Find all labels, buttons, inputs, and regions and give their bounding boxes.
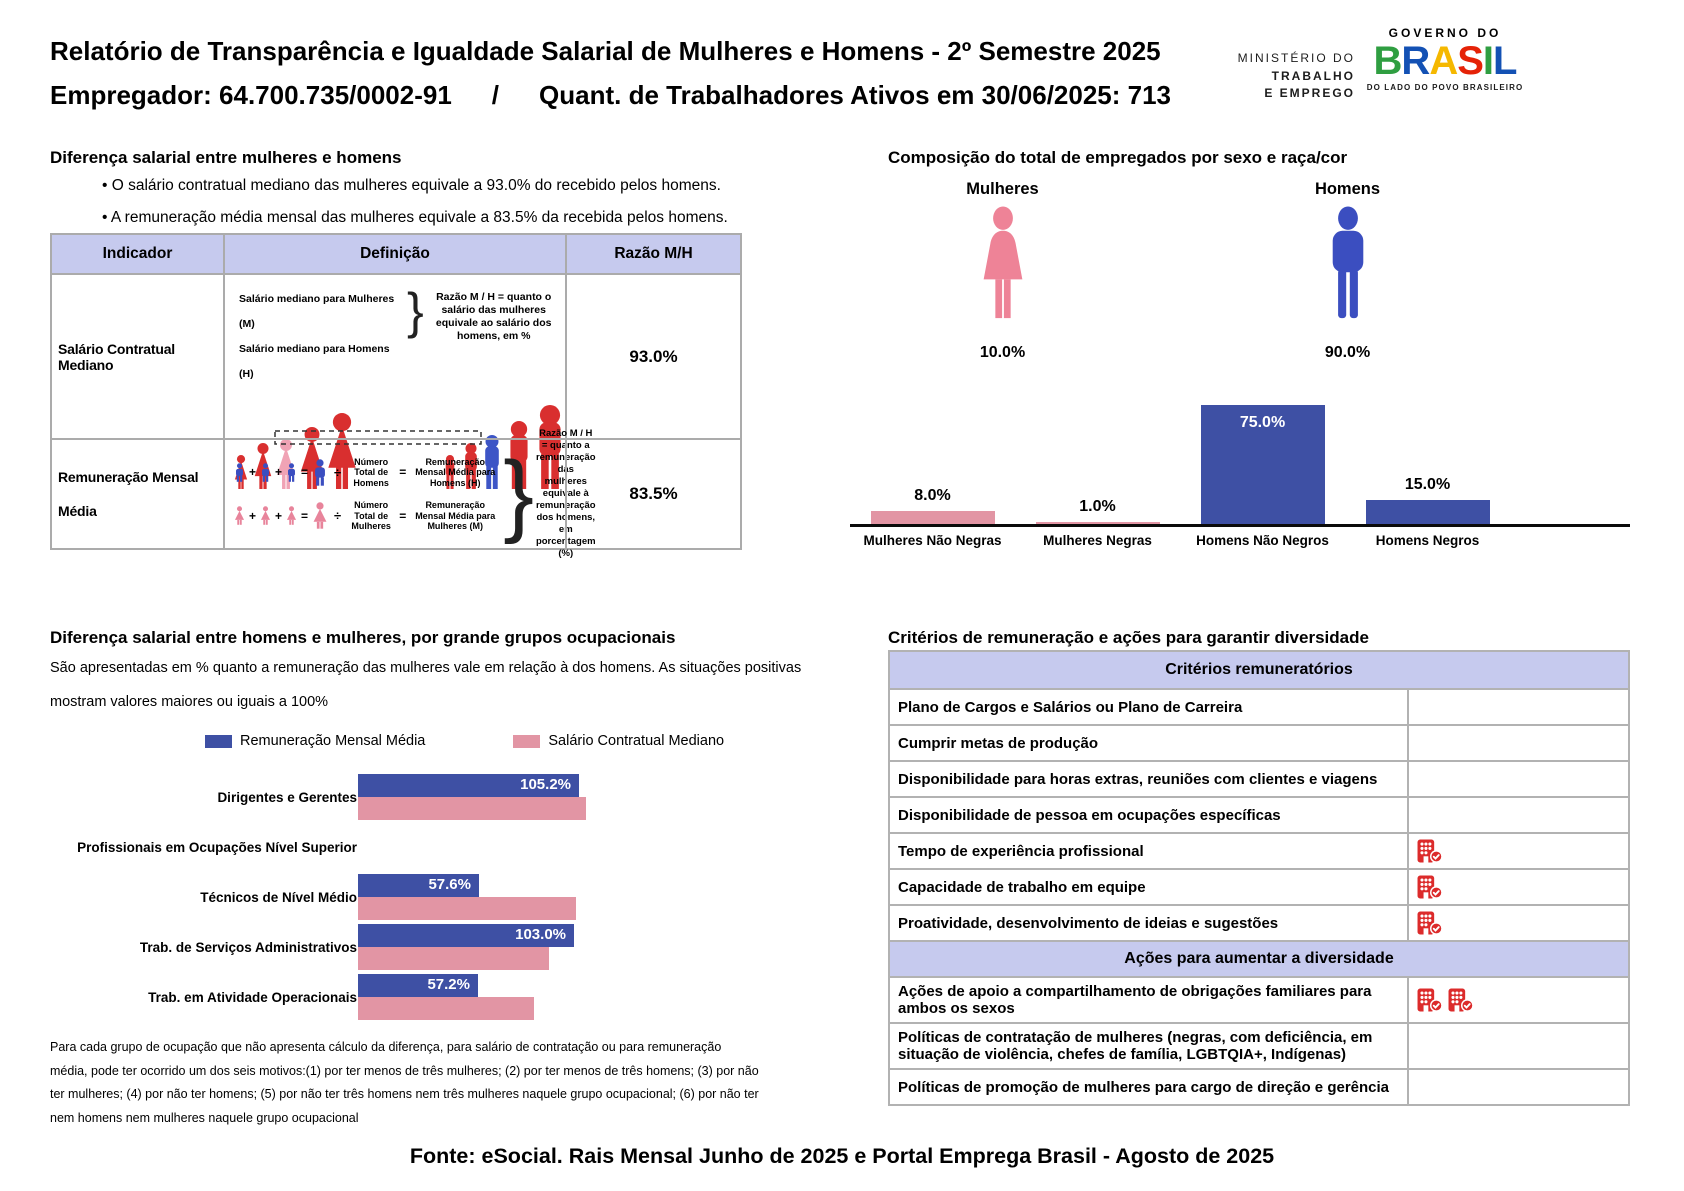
criteria-row <box>890 868 1628 904</box>
criteria-check-cell <box>1407 978 1628 1022</box>
criteria-row <box>890 796 1628 832</box>
gov-letter: R <box>1401 39 1430 83</box>
criteria-row <box>890 904 1628 940</box>
female-person-icon <box>311 502 329 529</box>
brace-icon: } <box>407 283 424 339</box>
employer-id: Empregador: 64.700.735/0002-91 <box>50 80 452 110</box>
ministry-logo <box>1150 50 1355 103</box>
bar-value-label: 1.0% <box>1079 498 1116 515</box>
operator: = <box>301 465 309 480</box>
ratio-explanation: Razão M / H = quanto o salário das mulheres equivale ao salário dos homens, em % <box>435 291 552 342</box>
indicator-label: Remuneração Mensal Média <box>52 438 223 548</box>
operator: + <box>275 465 283 480</box>
x-axis-line <box>850 524 1630 527</box>
occupation-row <box>50 924 760 970</box>
formula-result: Remuneração Mensal Média para Mulheres (M) <box>415 500 496 531</box>
criteria-row <box>890 760 1628 796</box>
operator: ÷ <box>334 508 342 524</box>
female-person-icon <box>259 506 272 525</box>
legend-item <box>513 733 724 749</box>
bar-value-label: 103.0% <box>515 926 566 943</box>
criteria-row <box>890 832 1628 868</box>
criteria-label: Proatividade, desenvolvimento de ideias e sugestões <box>898 914 1279 932</box>
criteria-section-header: Critérios remuneratórios <box>890 652 1628 688</box>
criteria-row <box>890 724 1628 760</box>
occupation-label: Trab. em Atividade Operacionais <box>148 989 357 1005</box>
male-group-label: Homens <box>1314 180 1381 198</box>
gov-logo-sub-text: DO LADO DO POVO BRASILEIRO <box>1366 83 1524 92</box>
criteria-label: Políticas de promoção de mulheres para cargo de direção e gerência <box>898 1078 1390 1096</box>
active-workers-count: Quant. de Trabalhadores Ativos em 30/06/2025: 713 <box>539 80 1172 110</box>
bar-salario-mediano <box>358 947 549 970</box>
male-pictogram-icon <box>1321 202 1375 328</box>
occupation-label: Trab. de Serviços Administrativos <box>139 939 357 955</box>
criteria-check-cell <box>1407 906 1628 940</box>
bar <box>1366 500 1490 524</box>
female-person-icon <box>233 506 246 525</box>
female-pct-value: 10.0% <box>979 344 1026 361</box>
column-header-definicao: Definição <box>223 235 565 273</box>
male-person-icon <box>233 463 246 482</box>
bar-group <box>850 487 1015 524</box>
female-person-icon <box>285 506 298 525</box>
operator: + <box>249 508 257 523</box>
occupation-row <box>50 974 760 1020</box>
bar-remuneracao-media <box>358 874 479 897</box>
criteria-label: Ações de apoio a compartilhamento de obrigações familiares para ambos os sexos <box>898 983 1372 1017</box>
bar-remuneracao-media <box>358 974 478 997</box>
criteria-section-header: Ações para aumentar a diversidade <box>890 940 1628 976</box>
occupational-bar-chart <box>50 774 760 1024</box>
operator: = <box>399 465 407 480</box>
building-check-icon <box>1448 988 1474 1012</box>
ministry-line: E EMPREGO <box>1264 86 1355 100</box>
ratio-explanation: Razão M / H = quanto a remuneração das mulheres equivale à remuneração dos homens, em porcentagem (%) <box>535 428 596 559</box>
bar <box>1036 522 1160 524</box>
bar-salario-mediano <box>358 897 576 920</box>
legend-swatch <box>205 735 232 748</box>
criteria-table <box>888 650 1630 1106</box>
operator: + <box>275 508 283 523</box>
criteria-row <box>890 688 1628 724</box>
bar-category-label: Homens Não Negros <box>1196 533 1329 548</box>
criteria-check-cell <box>1407 1070 1628 1104</box>
gov-letter: L <box>1493 39 1517 83</box>
bar-pair <box>358 974 534 1020</box>
bar-remuneracao-media <box>358 774 579 797</box>
gov-letter: I <box>1482 39 1494 83</box>
criteria-check-cell <box>1407 834 1628 868</box>
occupation-label: Técnicos de Nível Médio <box>200 889 357 905</box>
bullet-mean-remuneration: • A remuneração média mensal das mulheres equivale a 83.5% da recebida pelos homens. <box>102 209 728 226</box>
page-title: Relatório de Transparência e Igualdade Salarial de Mulheres e Homens - 2º Semestre 2025 <box>50 36 1161 66</box>
bar-group <box>1015 498 1180 524</box>
criteria-label: Cumprir metas de produção <box>898 734 1099 752</box>
male-person-icon <box>259 463 272 482</box>
ratio-value: 93.0% <box>565 273 740 438</box>
bar-salario-mediano <box>358 997 534 1020</box>
criteria-check-cell <box>1407 798 1628 832</box>
formula-divisor: Número Total de Homens <box>353 456 389 488</box>
operator: + <box>249 465 257 480</box>
occupation-row <box>50 874 760 920</box>
separator: / <box>491 80 500 110</box>
criteria-label: Plano de Cargos e Salários ou Plano de Carreira <box>898 698 1243 716</box>
bar <box>1201 405 1325 524</box>
women-average-formula <box>233 500 501 532</box>
female-pictogram-icon <box>976 202 1030 328</box>
criteria-check-cell <box>1407 726 1628 760</box>
bar-group <box>1345 476 1510 524</box>
criteria-row <box>890 1068 1628 1104</box>
men-average-formula <box>233 457 501 489</box>
ministry-line: MINISTÉRIO DO <box>1237 51 1355 65</box>
building-check-icon <box>1417 839 1443 863</box>
occupation-label: Profissionais em Ocupações Nível Superior <box>77 839 357 855</box>
composition-bar-chart <box>850 398 1630 548</box>
bar-pair <box>358 874 576 920</box>
governo-brasil-logo <box>1360 26 1530 92</box>
gov-logo-top-text: GOVERNO DO <box>1388 26 1502 40</box>
ratio-value: 83.5% <box>565 438 740 548</box>
definition-line: Salário mediano para Mulheres (M) <box>239 293 395 330</box>
bullet-median-salary: • O salário contratual mediano das mulheres equivale a 93.0% do recebido pelos homens. <box>102 177 721 194</box>
indicator-label: Salário Contratual Mediano <box>52 273 223 438</box>
bar-pair <box>358 774 586 820</box>
criteria-label: Disponibilidade para horas extras, reuniões com clientes e viagens <box>898 770 1378 788</box>
building-check-icon <box>1417 875 1443 899</box>
bar-value-label: 57.2% <box>427 976 470 993</box>
column-header-indicador: Indicador <box>52 235 223 273</box>
brace-icon: } <box>503 443 534 545</box>
bar-value-label: 75.0% <box>1239 414 1286 431</box>
male-person-icon <box>311 459 329 486</box>
composition-title: Composição do total de empregados por sexo e raça/cor <box>888 148 1348 167</box>
gov-letter: B <box>1373 39 1402 83</box>
bar-category-label: Mulheres Negras <box>1043 533 1152 548</box>
bar-pair <box>358 924 574 970</box>
bar-value-label: 15.0% <box>1404 476 1451 493</box>
definition-line: Salário mediano para Homens (H) <box>239 343 390 380</box>
criteria-check-cell <box>1407 762 1628 796</box>
occupation-row <box>50 828 760 866</box>
definition-cell-mean <box>223 428 596 559</box>
source-footer: Fonte: eSocial. Rais Mensal Junho de 2025 e Portal Emprega Brasil - Agosto de 2025 <box>409 1144 1275 1168</box>
occupational-subtitle: mostram valores maiores ou iguais a 100% <box>50 694 329 710</box>
legend-label: Remuneração Mensal Média <box>240 733 426 749</box>
chart-legend <box>205 733 812 749</box>
ministry-line: TRABALHO <box>1271 68 1355 83</box>
criteria-label: Capacidade de trabalho em equipe <box>898 878 1146 896</box>
bar-value-label: 8.0% <box>914 487 951 504</box>
operator: ÷ <box>334 464 342 480</box>
bar-category-label: Mulheres Não Negras <box>863 533 1002 548</box>
gov-letter: A <box>1429 39 1458 83</box>
building-check-icon <box>1417 988 1443 1012</box>
criteria-title: Critérios de remuneração e ações para garantir diversidade <box>888 628 1369 647</box>
legend-item <box>205 733 425 749</box>
female-group-label: Mulheres <box>966 180 1039 198</box>
occupational-subtitle: São apresentadas em % quanto a remuneração das mulheres vale em relação à dos homens. As situações positivas <box>50 660 802 676</box>
brasil-wordmark <box>1360 40 1530 82</box>
bar-group <box>1180 405 1345 524</box>
legend-label: Salário Contratual Mediano <box>548 733 725 749</box>
occupational-title: Diferença salarial entre homens e mulheres, por grande grupos ocupacionais <box>50 628 676 647</box>
bar-salario-mediano <box>358 797 586 820</box>
criteria-check-cell <box>1407 870 1628 904</box>
male-person-icon <box>285 463 298 482</box>
bar-value-label: 105.2% <box>520 776 571 793</box>
criteria-row <box>890 1022 1628 1068</box>
bar-category-label: Homens Negros <box>1375 533 1480 548</box>
bar-remuneracao-media <box>358 924 574 947</box>
bar <box>871 511 995 524</box>
occupation-row <box>50 774 760 820</box>
legend-swatch <box>513 735 540 748</box>
page-subtitle <box>50 80 1171 111</box>
gov-letter: S <box>1457 39 1483 83</box>
salary-diff-title: Diferença salarial entre mulheres e homens <box>50 148 402 167</box>
criteria-check-cell <box>1407 1024 1628 1068</box>
formula-result: Remuneração Mensal Média para Homens (H) <box>415 456 496 488</box>
male-pct-value: 90.0% <box>1324 344 1371 361</box>
bars-area <box>850 398 1510 524</box>
criteria-check-cell <box>1407 690 1628 724</box>
criteria-label: Políticas de contratação de mulheres (negras, com deficiência, em situação de violência, chefes de família, LGBTQIA+, Indígenas) <box>898 1029 1373 1063</box>
indicator-table <box>50 233 742 559</box>
building-check-icon <box>1417 911 1443 935</box>
occupation-label: Dirigentes e Gerentes <box>217 789 357 805</box>
operator: = <box>399 508 407 523</box>
chart-footnote: Para cada grupo de ocupação que não apresenta cálculo da diferença, para salário de contratação ou para remuneração média, pode ter ocorrido um dos seis motivos:(1) por ter menos de três mulheres; (2) por ter menos de três homens; (3) por não ter mulheres; (4) por não ter homens; (5) por não ter três homens nem três mulheres naquele grupo ocupacional; (6) por não ter nem homens nem mulheres naquele grupo ocupacional <box>50 1040 759 1125</box>
bar-value-label: 57.6% <box>428 876 471 893</box>
definition-cell-median <box>223 273 565 438</box>
criteria-label: Disponibilidade de pessoa em ocupações específicas <box>898 806 1281 824</box>
criteria-label: Tempo de experiência profissional <box>898 842 1144 860</box>
column-header-razao: Razão M/H <box>565 235 740 273</box>
formula-divisor: Número Total de Mulheres <box>351 500 391 531</box>
operator: = <box>301 508 309 523</box>
category-labels <box>850 533 1510 548</box>
criteria-row <box>890 976 1628 1022</box>
